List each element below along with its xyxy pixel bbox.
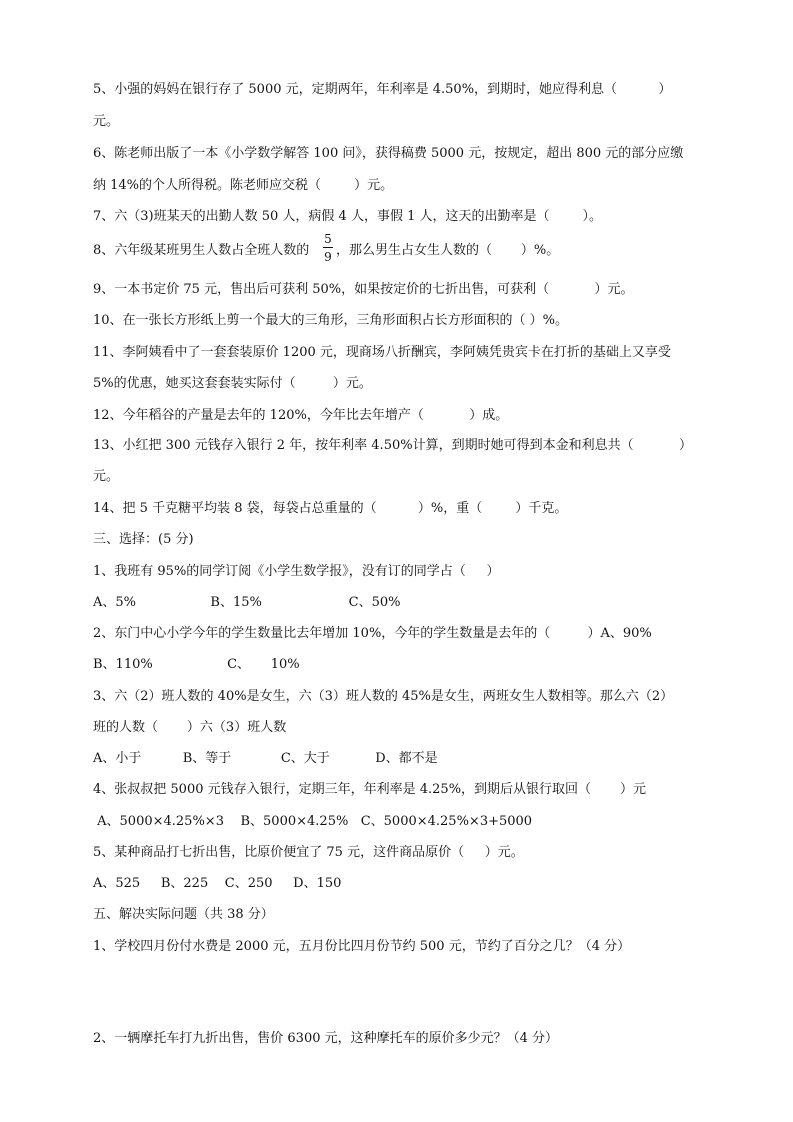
question-10: 10、在一张长方形纸上剪一个最大的三角形，三角形面积占长方形面积的（ ）%。 bbox=[93, 313, 569, 328]
question-13-line-1: 13、小红把 300 元钱存入银行 2 年，按年利率 4.50%计算，到期时她可得到本金和利息共（ ） bbox=[93, 438, 693, 453]
choice-1: 1、我班有 95%的同学订阅《小学生数学报》，没有订的同学占（ ） bbox=[93, 564, 500, 579]
section-heading-problems: 五、解决实际问题（共 38 分） bbox=[93, 907, 274, 922]
question-7: 7、六（3)班某天的出勤人数 50 人，病假 4 人，事假 1 人，这天的出勤率是（ ）。 bbox=[93, 209, 603, 224]
question-6-line-2: 纳 14%的个人所得税。陈老师应交税（ ）元。 bbox=[93, 178, 394, 193]
choice-1-options: A、5% B、15% C、50% bbox=[93, 595, 401, 610]
fraction-denominator: 9 bbox=[324, 250, 332, 264]
question-14: 14、把 5 千克糖平均装 8 袋，每袋占总重量的（ ）%，重（ ）千克。 bbox=[93, 501, 568, 516]
question-13-line-2: 元。 bbox=[93, 469, 120, 484]
fraction-bar bbox=[323, 247, 333, 248]
choice-3-line-2: 班的人数（ ）六（3）班人数 bbox=[93, 720, 287, 735]
choice-4-options: A、5000×4.25%×3 B、5000×4.25% C、5000×4.25%×3+5000 bbox=[93, 814, 533, 829]
choice-5: 5、某种商品打七折出售，比原价便宜了 75 元，这件商品原价（ ）元。 bbox=[93, 845, 524, 860]
choice-5-options: A、525 B、225 C、250 D、150 bbox=[93, 876, 342, 891]
question-8-part-1: 8、六年级某班男生人数占全班人数的 bbox=[93, 243, 310, 258]
question-6-line-1: 6、陈老师出版了一本《小学数学解答 100 问》，获得稿费 5000 元，按规定，超出 800 元的部分应缴 bbox=[93, 146, 684, 161]
question-5-line-2: 元。 bbox=[93, 114, 120, 129]
question-9: 9、一本书定价 75 元，售出后可获利 50%，如果按定价的七折出售，可获利（ ）元。 bbox=[93, 282, 634, 297]
choice-4: 4、张叔叔把 5000 元钱存入银行，定期三年，年利率是 4.25%，到期后从银行取回（ ）元 bbox=[93, 782, 646, 797]
question-12: 12、今年稻谷的产量是去年的 120%，今年比去年增产（ ）成。 bbox=[93, 408, 509, 423]
fraction-numerator: 5 bbox=[324, 232, 332, 246]
choice-3-line-1: 3、六（2）班人数的 40%是女生，六（3）班人数的 45%是女生，两班女生人数相等。那么六（2） bbox=[93, 689, 674, 704]
question-11-line-2: 5%的优惠，她买这套套装实际付（ ）元。 bbox=[93, 376, 372, 391]
question-5-line-1: 5、小强的妈妈在银行存了 5000 元，定期两年，年利率是 4.50%，到期时，她应得利息（ ） bbox=[93, 82, 672, 97]
problem-2: 2、一辆摩托车打九折出售，售价 6300 元，这种摩托车的原价多少元？（4 分） bbox=[93, 1031, 559, 1046]
problem-1: 1、学校四月份付水费是 2000 元，五月份比四月份节约 500 元，节约了百分之几？（4 分） bbox=[93, 939, 631, 954]
question-8-part-2: ，那么男生占女生人数的（ ）%。 bbox=[336, 243, 560, 258]
section-heading-choice: 三、选择：(5 分) bbox=[93, 532, 194, 547]
question-11-line-1: 11、李阿姨看中了一套套装原价 1200 元，现商场八折酬宾，李阿姨凭贵宾卡在打折的基础上又享受 bbox=[93, 345, 671, 360]
choice-3-options: A、小于 B、等于 C、大于 D、都不是 bbox=[93, 751, 438, 766]
choice-2-line-2: B、110% C、 10% bbox=[93, 657, 300, 672]
choice-2-line-1: 2、东门中心小学今年的学生数量比去年增加 10%，今年的学生数量是去年的（ ）A、90% bbox=[93, 626, 652, 641]
